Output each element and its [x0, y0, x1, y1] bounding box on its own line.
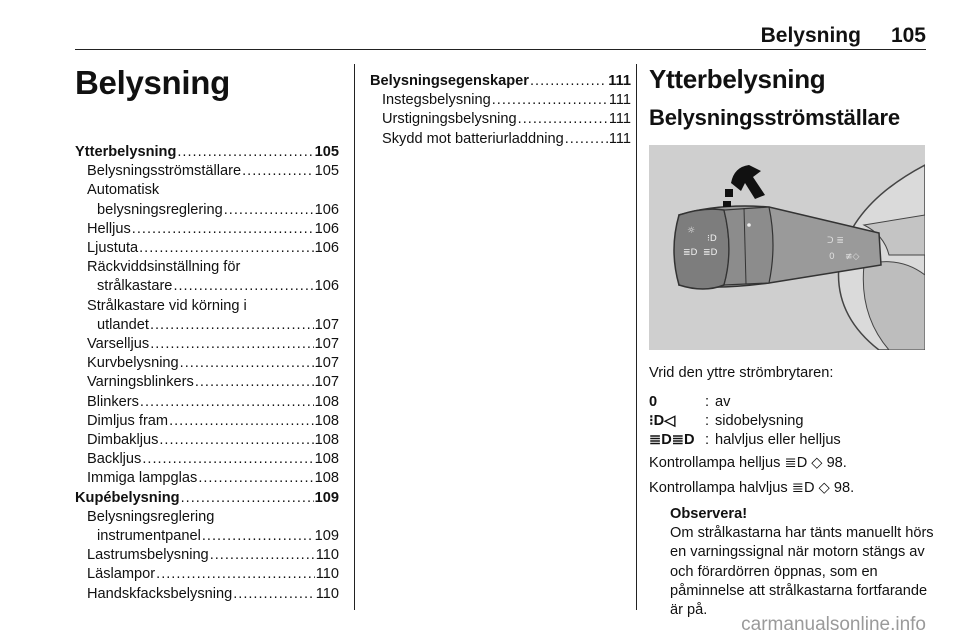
toc-leader-dots — [156, 565, 315, 584]
toc-leader-dots — [242, 162, 314, 181]
toc-entry[interactable] — [75, 201, 339, 220]
toc-entry-label: instrumentpanel — [97, 528, 201, 545]
toc-entry[interactable] — [370, 91, 631, 110]
toc-entry-label: Skydd mot batteriurladdning — [382, 130, 564, 147]
toc-entry-label: Lastrumsbelysning — [87, 547, 209, 564]
toc-entry-page: 108 — [314, 412, 339, 429]
toc-entry-label: Belysningsströmställare — [87, 163, 242, 180]
toc-entry[interactable] — [75, 431, 339, 450]
toc-entry-label: Kupébelysning — [75, 489, 180, 506]
toc-entry-label: Handskfacksbelysning — [87, 585, 233, 602]
toc-leader-dots — [198, 469, 313, 488]
toc-leader-dots — [210, 546, 315, 565]
toc-entry[interactable] — [75, 450, 339, 469]
toc-entry[interactable] — [75, 393, 339, 412]
colon-separator: : — [705, 413, 710, 429]
toc-entry[interactable] — [75, 220, 339, 239]
toc-entry[interactable] — [75, 354, 339, 373]
switch-position-desc: av — [715, 394, 731, 410]
header-page-number: 105 — [890, 24, 926, 47]
toc-leader-dots — [140, 393, 314, 412]
toc-entry-page: 109 — [314, 528, 339, 545]
toc-entry-label: Backljus — [87, 451, 142, 468]
note-title: Observera! — [670, 506, 748, 522]
toc-entry[interactable] — [75, 316, 339, 335]
toc-leader-dots — [195, 373, 314, 392]
toc-leader-dots — [181, 489, 314, 508]
side-light-icon: ⁝D◁ — [649, 413, 676, 429]
toc-entry-page: 107 — [314, 336, 339, 353]
toc-entry-label: Immiga lampglas — [87, 470, 198, 487]
toc-entry-page: 107 — [314, 355, 339, 372]
toc-entry-page: 107 — [314, 374, 339, 391]
toc-entry[interactable] — [75, 412, 339, 431]
toc-entry-page: 108 — [314, 393, 339, 410]
toc-entry-label: Varselljus — [87, 336, 150, 353]
svg-text:≣D: ≣D — [683, 248, 698, 258]
toc-entry-page: 111 — [608, 73, 631, 89]
svg-text:☼: ☼ — [687, 226, 696, 236]
toc-entry-label: Urstigningsbelysning — [382, 111, 517, 128]
toc-entry-page: 109 — [314, 489, 339, 506]
note-text: Om strålkastarna har tänts manuellt hörs en varningssignal när motorn stängs av och förardörren öppnas, som en påminnelse att strålkastarna fortfarande är på. — [670, 525, 934, 619]
toc-section-entry[interactable] — [370, 72, 631, 91]
toc-entry-page: 108 — [314, 451, 339, 468]
toc-section-entry[interactable] — [75, 143, 339, 162]
toc-entry-continued[interactable]: Strålkastare vid körning i — [87, 297, 247, 314]
svg-text:0: 0 — [829, 252, 835, 262]
toc-section-entry[interactable] — [75, 489, 339, 508]
toc-entry[interactable] — [75, 546, 339, 565]
switch-position-item — [649, 431, 934, 450]
column-divider-2 — [636, 64, 637, 610]
high-beam-indicator-text: Kontrollampa helljus ≣D ◇ 98. — [649, 455, 847, 471]
page-title: Belysning — [75, 64, 231, 101]
toc-leader-dots — [233, 585, 315, 604]
toc-entry-label: Varningsblinkers — [87, 374, 194, 391]
toc-entry-label: Helljus — [87, 220, 131, 237]
toc-leader-dots — [173, 277, 313, 296]
toc-leader-dots — [180, 354, 314, 373]
svg-text:ᑐ ≣: ᑐ ≣ — [827, 236, 844, 246]
toc-entry-label: utlandet — [97, 316, 149, 333]
table-of-contents-column-1 — [75, 143, 339, 604]
toc-entry-label: Blinkers — [87, 393, 139, 410]
toc-entry[interactable] — [75, 585, 339, 604]
switch-position-desc: sidobelysning — [715, 413, 804, 429]
toc-leader-dots — [142, 450, 313, 469]
toc-entry-page: 110 — [315, 585, 339, 602]
toc-entry-label: strålkastare — [97, 278, 173, 295]
section-heading: Ytterbelysning — [649, 64, 826, 94]
toc-entry-page: 108 — [314, 470, 339, 487]
toc-entry-page: 105 — [314, 163, 339, 180]
headlight-icon: ≣D≣D — [649, 432, 695, 448]
toc-leader-dots — [169, 412, 314, 431]
toc-entry-label: Ljustuta — [87, 240, 139, 257]
toc-leader-dots — [150, 335, 313, 354]
toc-entry-page: 106 — [314, 220, 339, 237]
toc-entry[interactable] — [75, 469, 339, 488]
toc-entry-page: 108 — [314, 432, 339, 449]
toc-entry-page: 110 — [315, 547, 339, 564]
toc-leader-dots — [492, 91, 608, 110]
svg-text:≣D: ≣D — [703, 248, 718, 258]
switch-position-item — [649, 393, 934, 412]
toc-leader-dots — [177, 143, 313, 162]
toc-leader-dots — [224, 201, 314, 220]
toc-entry-label: Instegsbelysning — [382, 92, 491, 109]
toc-leader-dots — [132, 220, 314, 239]
switch-position-list — [649, 393, 934, 450]
low-beam-indicator-text: Kontrollampa halvljus ≣D ◇ 98. — [649, 480, 855, 496]
switch-position-item — [649, 412, 934, 431]
toc-leader-dots — [202, 527, 314, 546]
note-box — [670, 505, 940, 620]
column-divider-1 — [354, 64, 355, 610]
toc-leader-dots — [139, 239, 314, 258]
toc-entry-page: 111 — [608, 111, 631, 128]
toc-entry-continued[interactable]: Räckviddsinställning för — [87, 259, 241, 276]
toc-leader-dots — [565, 130, 608, 149]
switch-position-desc: halvljus eller helljus — [715, 432, 841, 448]
toc-entry-label: Dimljus fram — [87, 412, 169, 429]
light-switch-illustration — [649, 145, 925, 350]
header-section: Belysning — [760, 24, 861, 47]
toc-entry-label: Dimbakljus — [87, 432, 159, 449]
colon-separator: : — [705, 394, 710, 410]
toc-entry[interactable] — [75, 335, 339, 354]
toc-entry-page: 106 — [314, 278, 339, 295]
toc-entry-label: belysningsreglering — [97, 201, 223, 218]
toc-entry-page: 110 — [315, 566, 339, 583]
toc-entry[interactable] — [75, 565, 339, 584]
toc-entry[interactable] — [75, 527, 339, 546]
colon-separator: : — [705, 432, 710, 448]
toc-entry-page: 106 — [314, 201, 339, 218]
subsection-heading: Belysningsströmställare — [649, 105, 900, 130]
switch-instruction: Vrid den yttre strömbrytaren: — [649, 365, 834, 381]
off-symbol-icon: 0 — [649, 394, 658, 410]
toc-entry-page: 111 — [608, 92, 631, 109]
toc-entry[interactable] — [75, 239, 339, 258]
watermark: carmanualsonline.info — [741, 614, 926, 635]
toc-leader-dots — [518, 110, 608, 129]
toc-entry[interactable] — [75, 373, 339, 392]
running-header — [731, 24, 926, 48]
toc-entry-label: Läslampor — [87, 566, 156, 583]
toc-entry[interactable] — [370, 130, 631, 149]
table-of-contents-column-2 — [370, 72, 631, 149]
toc-entry-label: Ytterbelysning — [75, 144, 177, 160]
toc-entry[interactable] — [75, 277, 339, 296]
toc-leader-dots — [150, 316, 314, 335]
toc-entry-page: 107 — [314, 316, 339, 333]
toc-entry-label: Kurvbelysning — [87, 355, 179, 372]
svg-text:⁝D: ⁝D — [707, 234, 717, 244]
toc-entry-page: 106 — [314, 240, 339, 257]
toc-entry-continued[interactable]: Belysningsreglering — [87, 508, 215, 525]
toc-entry[interactable] — [370, 110, 631, 129]
toc-entry[interactable] — [75, 162, 339, 181]
toc-leader-dots — [530, 72, 607, 91]
toc-leader-dots — [159, 431, 313, 450]
header-rule — [75, 49, 926, 50]
toc-entry-continued[interactable]: Automatisk — [87, 182, 160, 199]
toc-entry-page: 111 — [608, 130, 631, 147]
toc-entry-label: Belysningsegenskaper — [370, 73, 529, 89]
svg-text:≢◇: ≢◇ — [845, 252, 860, 262]
toc-entry-page: 105 — [314, 144, 339, 160]
